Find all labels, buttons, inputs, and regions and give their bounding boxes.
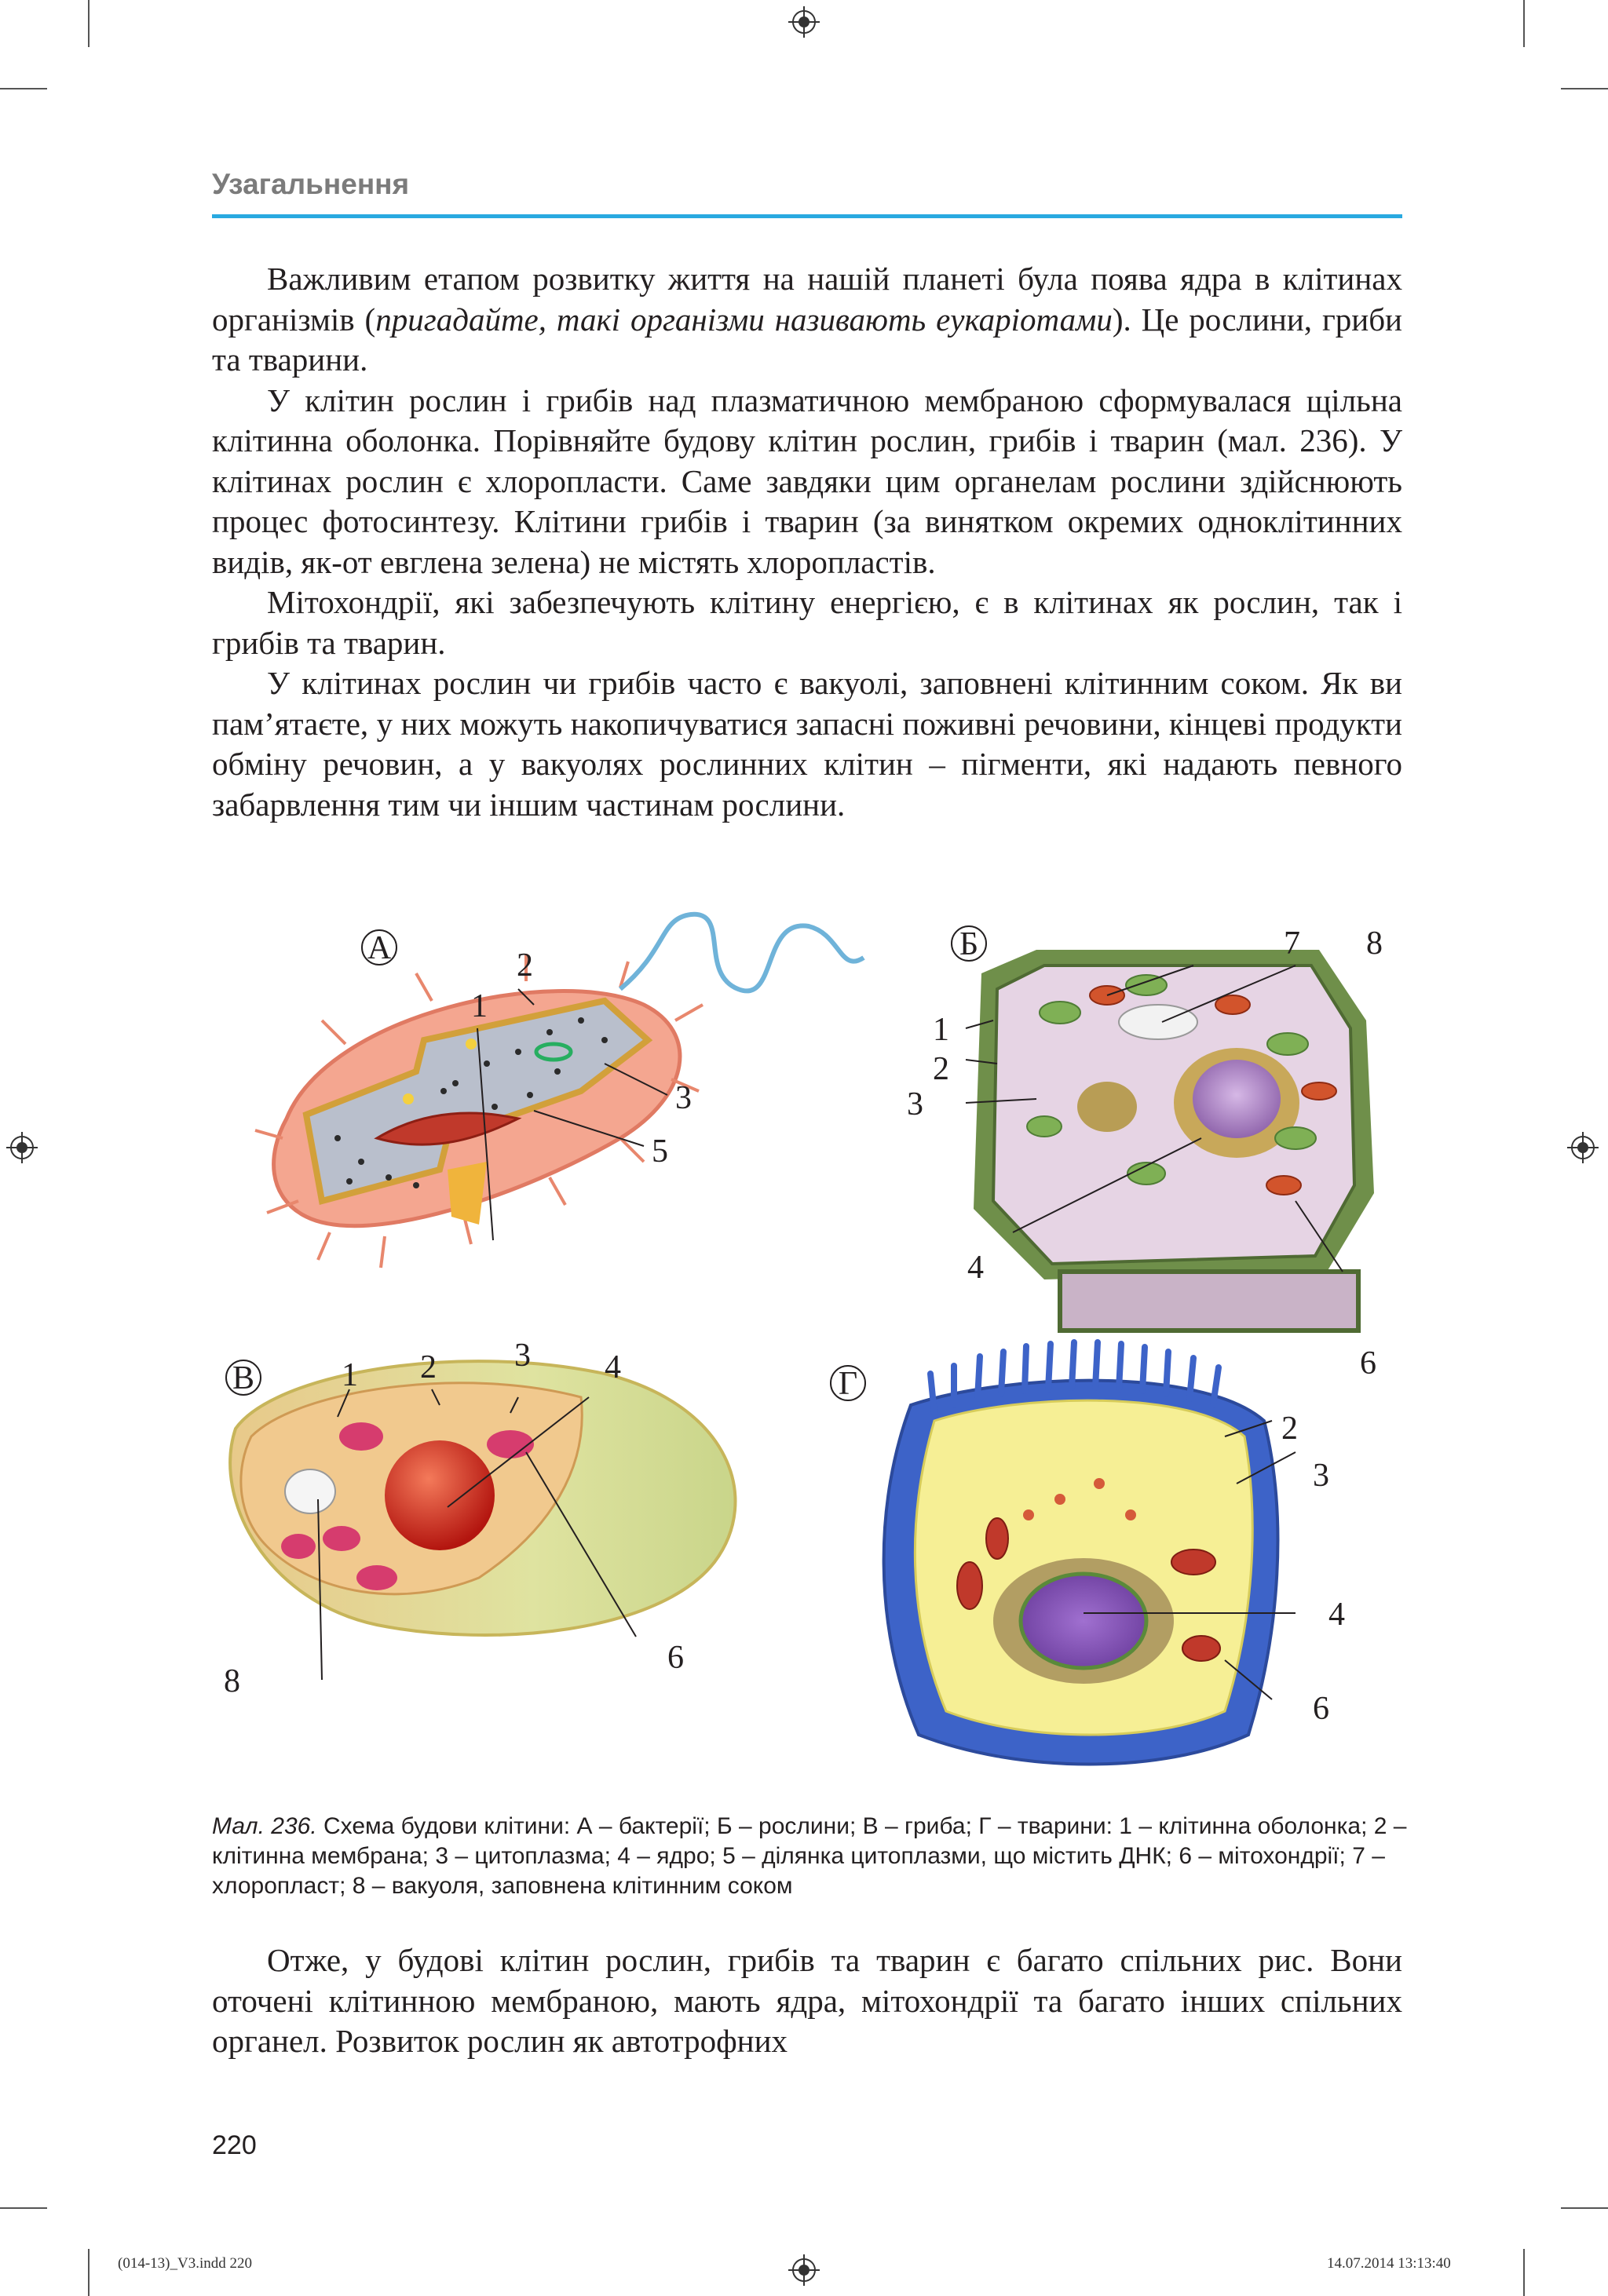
plant-cell [907,925,1383,1382]
fungus-cell [224,1338,735,1699]
callout-b-4: 4 [967,1250,984,1286]
crop-mark [88,2249,90,2296]
panel-label-g: Г [838,1366,858,1402]
animal-cell [831,1342,1345,1765]
closing-text [212,1940,1402,2062]
section-title: Узагальнення [212,168,410,200]
text-run: ). Це рослини, гриби та тварини. [212,301,1402,378]
cell-structure-figure [181,903,1437,1805]
callout-b-7: 7 [1284,925,1300,962]
registration-mark-icon [1567,1132,1599,1163]
callout-g-6: 6 [1313,1691,1329,1727]
section-rule [212,214,1402,218]
callout-b-1: 1 [933,1012,949,1048]
page-number: 220 [212,2130,257,2160]
callout-g-3: 3 [1313,1458,1329,1494]
crop-mark [88,0,90,47]
caption-prefix: Мал. 236. [212,1813,317,1839]
crop-mark [1561,88,1608,89]
callout-b-8: 8 [1366,925,1383,962]
text-run: У клітинах рослин чи грибів часто є вакуолі, заповнені клітинним соком. Як ви пам’ятаєте, у них можуть накопичуватися запасні поживні речовини, кінцеві продукти обміну речовин, а у вакуолях рослинних клітин – пігменти, які надають певного забарвлення тим чи іншим частинам рослини. [212,665,1402,823]
callout-a-2: 2 [517,947,533,984]
callout-v-2: 2 [420,1349,437,1385]
callout-v-3: 3 [514,1338,531,1374]
figure-caption [212,1812,1421,1901]
registration-mark-icon [788,2254,820,2286]
crop-mark [1523,2249,1525,2296]
paragraph-1 [212,259,1402,381]
panel-label-v: В [232,1360,255,1396]
crop-mark [0,2207,47,2209]
callout-a-5: 5 [652,1133,668,1170]
paragraph-2 [212,381,1402,583]
text-run: У клітин рослин і грибів над плазматичною мембраною сформувалася щільна клітинна оболонка. Порівняйте будову клітин рослин, грибів і тварин (мал. 236). У клітинах рослин є хлоропласти. Саме завдяки цим органелам рослини здійснюють процес фотосинтезу. Клітини грибів і тварин (за винятком окремих одноклітинних видів, як-от евглена зелена) не містять хлоропластів. [212,381,1402,580]
crop-mark [0,88,47,89]
bacterium-cell [255,914,864,1268]
print-slug-left: (014-13)_V3.indd 220 [118,2255,252,2272]
panel-label-a: А [367,930,392,966]
callout-v-8: 8 [224,1663,240,1699]
callout-v-4: 4 [605,1349,621,1385]
registration-mark-icon [6,1132,38,1163]
callout-b-6: 6 [1360,1345,1376,1382]
crop-mark [1561,2207,1608,2209]
body-text [212,259,1402,825]
caption-text: Схема будови клітини: А – бактерії; Б – рослини; В – гриба; Г – тварини: 1 – клітинна оболонка; 2 – клітинна мембрана; 3 – цитоплазма; 4 – ядро; 5 – ділянка цитоплазми, що містить ДНК; 6 – мітохондрії; 7 – хлоропласт; 8 – вакуоля, заповнена клітинним соком [212,1813,1407,1899]
callout-g-2: 2 [1281,1411,1298,1447]
callout-g-4: 4 [1328,1597,1345,1633]
callout-a-3: 3 [675,1080,692,1116]
text-run: Мітохондрії, які забезпечують клітину енергією, є в клітинах як рослин, так і грибів та тварин. [212,584,1402,661]
text-run: Отже, у будові клітин рослин, грибів та тварин є багато спільних рис. Вони оточені клітинною мембраною, мають ядра, мітохондрії та багато інших спільних органел. Розвиток рослин як автотрофних [212,1942,1402,2059]
callout-b-2: 2 [933,1051,949,1087]
text-run-italic: пригадайте, такі організми називають еукаріотами [375,301,1113,338]
text-run: Важливим етапом розвитку життя на нашій планеті була поява ядра в клітинах організмів ( [212,261,1402,338]
registration-mark-icon [788,6,820,38]
paragraph-closing [212,1940,1402,2062]
paragraph-3 [212,582,1402,663]
print-slug-right: 14.07.2014 13:13:40 [1327,2255,1451,2272]
callout-v-1: 1 [342,1357,358,1393]
callout-b-3: 3 [907,1086,923,1122]
crop-mark [1523,0,1525,47]
paragraph-4 [212,663,1402,825]
callout-a-1: 1 [471,988,488,1024]
callout-v-6: 6 [667,1640,684,1676]
panel-label-b: Б [959,926,979,962]
